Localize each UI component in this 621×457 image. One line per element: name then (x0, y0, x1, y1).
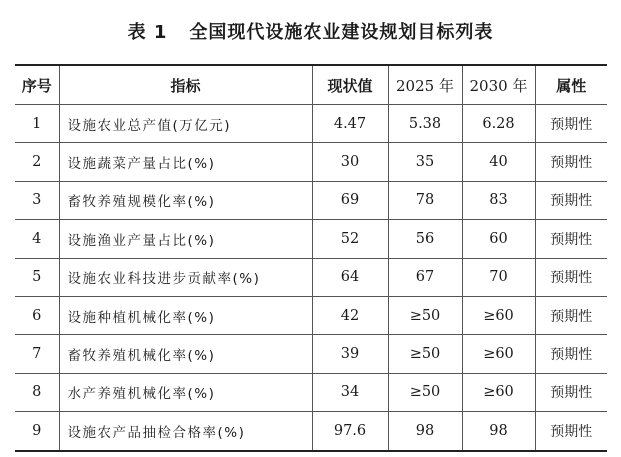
header-indicator: 指标 (59, 65, 312, 105)
row-index: 9 (15, 412, 59, 451)
table-row (15, 105, 607, 143)
row-2025: ≥50 (388, 296, 462, 334)
row-indicator: 设施农业总产值(万亿元) (59, 105, 312, 143)
row-current: 64 (312, 258, 388, 296)
row-indicator: 畜牧养殖机械化率(%) (59, 335, 312, 373)
planning-targets-table (15, 64, 607, 452)
row-attribute: 预期性 (535, 258, 607, 296)
row-current: 30 (312, 143, 388, 181)
row-indicator: 设施农产品抽检合格率(%) (59, 412, 312, 451)
row-indicator: 设施农业科技进步贡献率(%) (59, 258, 312, 296)
row-current: 34 (312, 373, 388, 411)
row-2030: 40 (462, 143, 535, 181)
row-2025: 67 (388, 258, 462, 296)
table-number: 表 1 (127, 22, 168, 43)
row-2030: 60 (462, 220, 535, 258)
row-indicator: 畜牧养殖规模化率(%) (59, 181, 312, 219)
row-2030: 98 (462, 412, 535, 451)
table-row (15, 181, 607, 219)
table-title (0, 18, 621, 44)
table-caption: 全国现代设施农业建设规划目标列表 (189, 22, 494, 43)
row-2030: ≥60 (462, 373, 535, 411)
row-current: 69 (312, 181, 388, 219)
header-2030: 2030 年 (462, 65, 535, 105)
row-index: 6 (15, 296, 59, 334)
row-indicator: 水产养殖机械化率(%) (59, 373, 312, 411)
row-attribute: 预期性 (535, 373, 607, 411)
row-attribute: 预期性 (535, 105, 607, 143)
row-indicator: 设施种植机械化率(%) (59, 296, 312, 334)
row-indicator: 设施蔬菜产量占比(%) (59, 143, 312, 181)
header-current: 现状值 (312, 65, 388, 105)
row-2025: ≥50 (388, 373, 462, 411)
row-attribute: 预期性 (535, 220, 607, 258)
row-attribute: 预期性 (535, 143, 607, 181)
row-attribute: 预期性 (535, 181, 607, 219)
row-2025: 35 (388, 143, 462, 181)
row-2030: 70 (462, 258, 535, 296)
row-index: 4 (15, 220, 59, 258)
row-2025: ≥50 (388, 335, 462, 373)
table-header-row (15, 65, 607, 105)
row-current: 4.47 (312, 105, 388, 143)
row-index: 2 (15, 143, 59, 181)
table-row (15, 373, 607, 411)
header-attribute: 属性 (535, 65, 607, 105)
row-2030: ≥60 (462, 296, 535, 334)
table-row (15, 412, 607, 451)
header-2025: 2025 年 (388, 65, 462, 105)
table-row (15, 296, 607, 334)
row-2030: ≥60 (462, 335, 535, 373)
row-2025: 78 (388, 181, 462, 219)
row-2025: 5.38 (388, 105, 462, 143)
row-current: 42 (312, 296, 388, 334)
row-current: 52 (312, 220, 388, 258)
table-row (15, 143, 607, 181)
row-2025: 98 (388, 412, 462, 451)
row-attribute: 预期性 (535, 412, 607, 451)
row-index: 7 (15, 335, 59, 373)
row-current: 97.6 (312, 412, 388, 451)
row-attribute: 预期性 (535, 335, 607, 373)
row-index: 3 (15, 181, 59, 219)
row-index: 1 (15, 105, 59, 143)
row-index: 8 (15, 373, 59, 411)
row-2025: 56 (388, 220, 462, 258)
row-attribute: 预期性 (535, 296, 607, 334)
row-current: 39 (312, 335, 388, 373)
table-row (15, 258, 607, 296)
table-row (15, 220, 607, 258)
row-indicator: 设施渔业产量占比(%) (59, 220, 312, 258)
row-index: 5 (15, 258, 59, 296)
row-2030: 83 (462, 181, 535, 219)
table-row (15, 335, 607, 373)
header-index: 序号 (15, 65, 59, 105)
row-2030: 6.28 (462, 105, 535, 143)
